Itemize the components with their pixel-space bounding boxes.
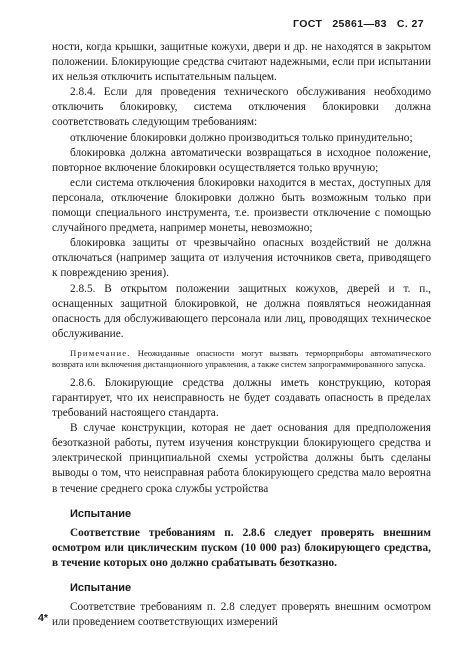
note-text: Неожиданные опасности могут вызвать терморприборы автоматического возврата или включения дистанционного управления, а также систем запрограммированного запуска. — [52, 347, 431, 369]
paragraph-requirement-1: отключение блокировки должно производиться только принудительно; — [70, 131, 413, 144]
note-lead: Примечание. — [70, 347, 131, 358]
paragraph-2-8-6: 2.8.6. Блокирующие средства должны иметь конструкцию, которая гарантирует, что их неисправность не будет создавать опасность в пределах требований настоящего стандарта. — [52, 376, 431, 420]
signature-mark: 4* — [38, 612, 48, 624]
paragraph-requirement-3: если система отключения блокировки находится в местах, доступных для персонала, отключение блокировки должно быть возможным только при помощи специального инструмента, т.е. произвести отключение с помощью случайного предмета, например монеты, невозможно; — [52, 176, 431, 235]
paragraph-continuation: ности, когда крышки, защитные кожухи, двери и др. не находятся в закрытом положении. Блокирующие средства считают надежными, если при испытании их нельзя отключить испытательным пальцем. — [52, 41, 431, 84]
page-number: С. 27 — [396, 18, 424, 30]
note — [52, 348, 431, 370]
document-body — [52, 40, 431, 630]
paragraph-2-8-4: 2.8.4. Если для проведения технического обслуживания необходимо отключить блокировку, система отключения блокировки должна соответствовать следующим требованиям: — [52, 86, 431, 129]
standard-number: 25861—83 — [332, 18, 387, 30]
paragraph-construction: В случае конструкции, которая не дает основания для предположения безотказной работы, путем изучения конструкции блокирующего средства и электрической принципиальной схемы устройства должны быть сделаны выводы о том, что неисправная работа блокирующего средства мало вероятна в течение среднего срока службы устройства — [52, 422, 431, 495]
test-text-1: Соответствие требованиям п. 2.8.6 следует проверять внешним осмотром или циклическим пуском (10 000 раз) блокирующего средства, в течение которых оно должно срабатывать безотказно. — [52, 526, 431, 569]
page-header — [293, 18, 424, 30]
test-text-2: Соответствие требованиям п. 2.8 следует проверять внешним осмотром или проведением соответствующих измерений — [52, 601, 431, 629]
standard-label: ГОСТ — [292, 18, 323, 30]
paragraph-2-8-5: 2.8.5. В открытом положении защитных кожухов, дверей и т. п., оснащенных защитной блокировкой, не должна появляться неожиданная опасность для обслуживающего персонала или лиц, проводящих техническое обслуживание. — [52, 282, 431, 340]
paragraph-requirement-4: блокировка защиты от чрезвычайно опасных воздействий не должна отключаться (например защита от излучения источников света, приводящего к повреждению зрения). — [52, 237, 431, 280]
test-heading-2: Испытание — [70, 582, 132, 594]
paragraph-requirement-2: блокировка должна автоматически возвращаться в исходное положение, повторное включение блокировки осуществляется только вручную; — [52, 146, 431, 174]
test-heading-1: Испытание — [70, 507, 132, 520]
